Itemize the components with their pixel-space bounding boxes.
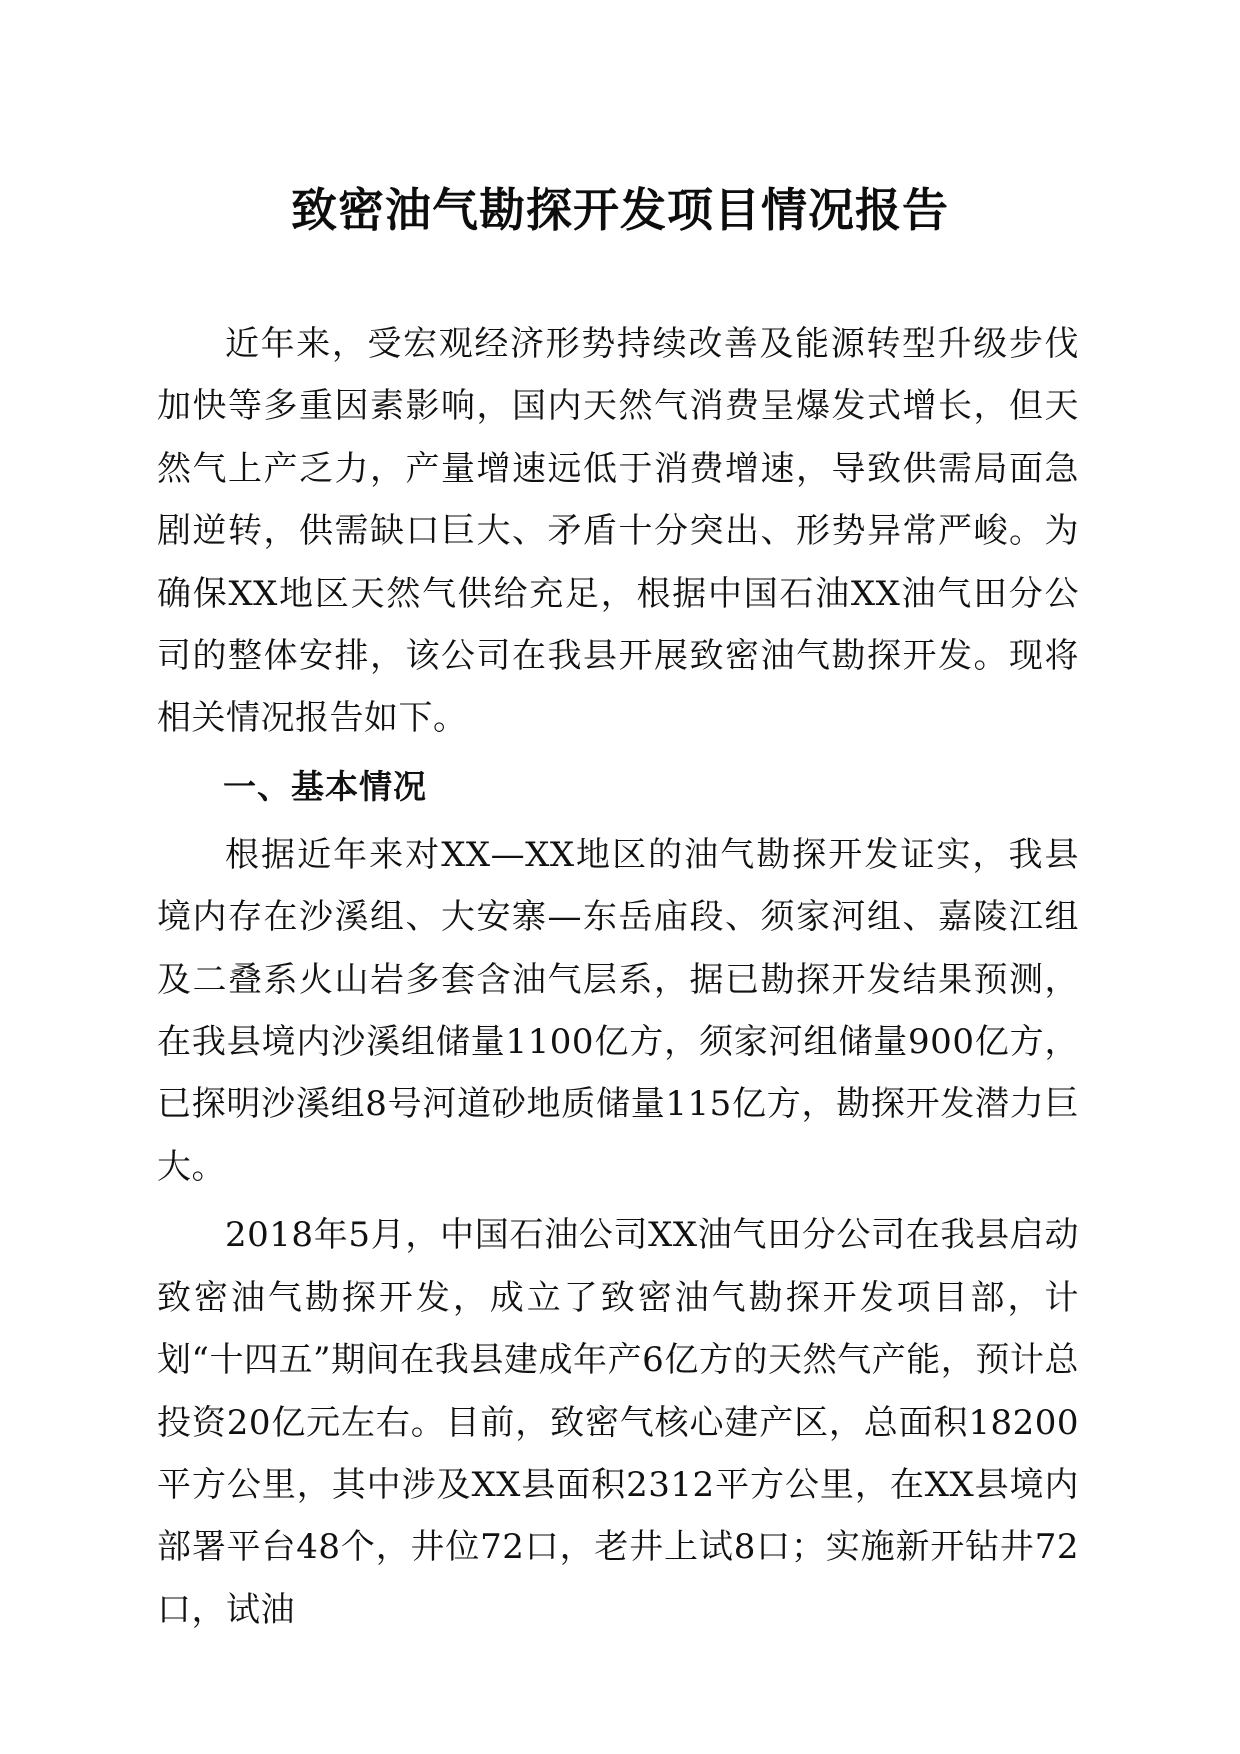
section1-paragraph-reserves: 根据近年来对XX—XX地区的油气勘探开发证实，我县境内存在沙溪组、大安寨—东岳庙段、须家河组、嘉陵江组及二叠系火山岩多套含油气层系，据已勘探开发结果预测，在我县境内沙溪组储量1100亿方，须家河组储量900亿方，已探明沙溪组8号河道砂地质储量115亿方，勘探开发潜力巨大。 — [157, 834, 1079, 1187]
document-body — [157, 313, 1079, 1647]
document-title: 致密油气勘探开发项目情况报告 — [291, 183, 949, 237]
section-heading-basic-situation: 一、基本情况 — [223, 766, 427, 806]
intro-paragraph: 近年来，受宏观经济形势持续改善及能源转型升级步伐加快等多重因素影响，国内天然气消费呈爆发式增长，但天然气上产乏力，产量增速远低于消费增速，导致供需局面急剧逆转，供需缺口巨大、矛盾十分突出、形势异常严峻。为确保XX地区天然气供给充足，根据中国石油XX油气田分公司的整体安排，该公司在我县开展致密油气勘探开发。现将相关情况报告如下。 — [157, 324, 1079, 739]
section1-paragraph-project: 2018年5月，中国石油公司XX油气田分公司在我县启动致密油气勘探开发，成立了致密油气勘探开发项目部，计划“十四五”期间在我县建成年产6亿方的天然气产能，预计总投资20亿元左右。目前，致密气核心建产区，总面积18200平方公里，其中涉及XX县面积2312平方公里，在XX县境内部署平台48个，井位72口，老井上试8口；实施新开钻井72口，试油 — [157, 1215, 1079, 1630]
